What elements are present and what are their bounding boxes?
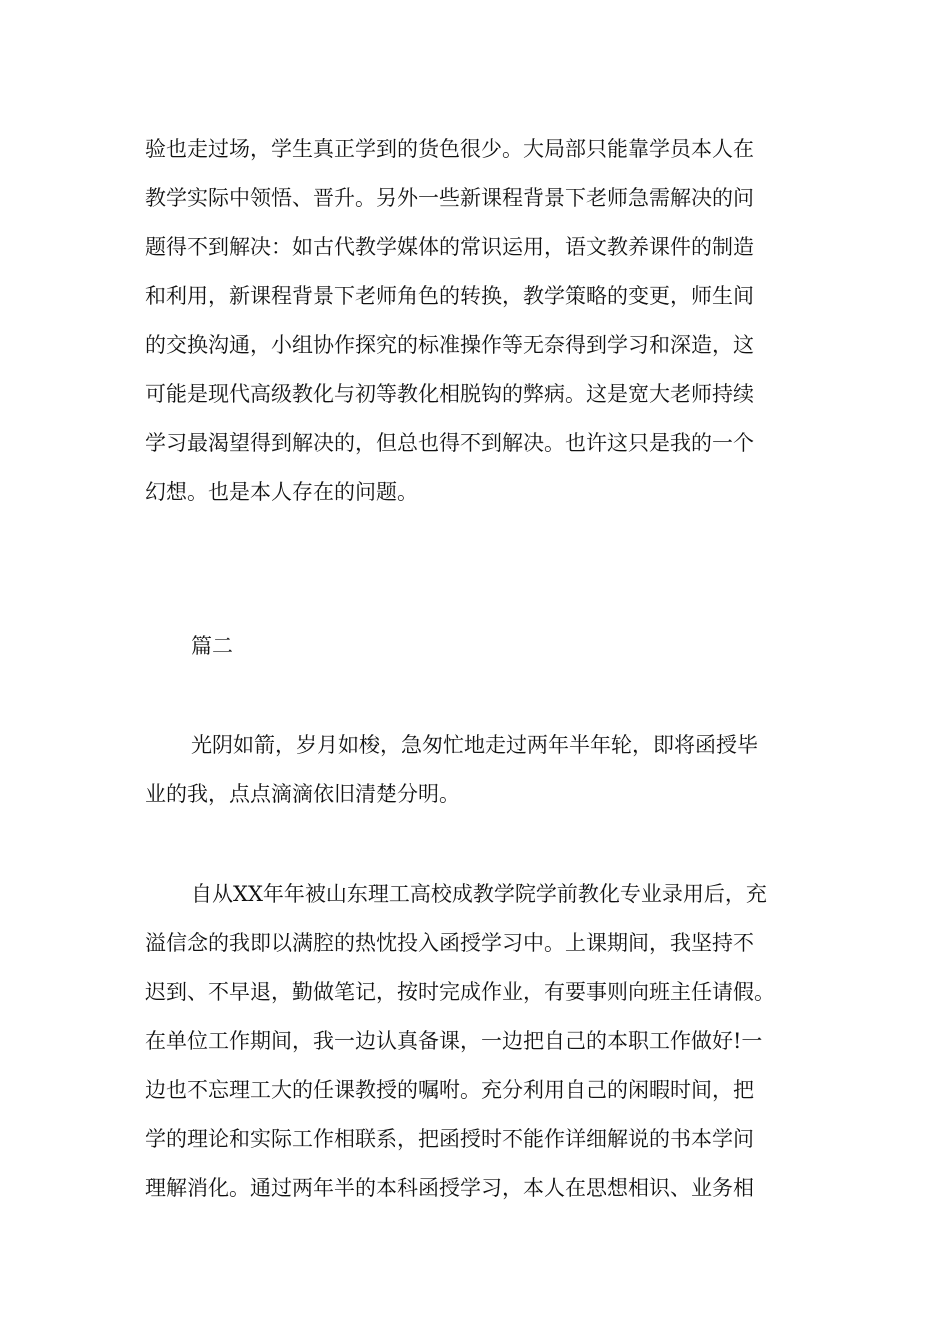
paragraph-line: 可能是现代高级教化与初等教化相脱钩的弊病。这是宽大老师持续 [145, 382, 754, 406]
paragraph-line: 理解消化。通过两年半的本科函授学习，本人在思想相识、业务相 [145, 1176, 754, 1200]
paragraph-line: 在单位工作期间，我一边认真备课，一边把自己的本职工作做好!一 [145, 1029, 763, 1053]
paragraph-line: 幻想。也是本人存在的问题。 [145, 480, 418, 504]
paragraph-line: 学习最渴望得到解决的，但总也得不到解决。也许这只是我的一个 [145, 431, 754, 455]
paragraph-line: 题得不到解决：如古代教学媒体的常识运用，语文教养课件的制造 [145, 235, 754, 259]
paragraph-line: 的交换沟通，小组协作探究的标准操作等无奈得到学习和深造，这 [145, 333, 754, 357]
paragraph-line: 光阴如箭，岁月如梭，急匆忙地走过两年半年轮，即将函授毕 [191, 733, 758, 757]
paragraph-line: 教学实际中领悟、晋升。另外一些新课程背景下老师急需解决的问 [145, 186, 754, 210]
paragraph-line: 和利用，新课程背景下老师角色的转换，教学策略的变更，师生间 [145, 284, 754, 308]
paragraph-line: 溢信念的我即以满腔的热忱投入函授学习中。上课期间，我坚持不 [145, 931, 754, 955]
paragraph-line: 验也走过场，学生真正学到的货色很少。大局部只能靠学员本人在 [145, 137, 754, 161]
paragraph-line: 业的我，点点滴滴依旧清楚分明。 [145, 782, 460, 806]
paragraph-line: 自从XX年年被山东理工高校成教学院学前教化专业录用后，充 [191, 882, 767, 906]
paragraph-line: 边也不忘理工大的任课教授的嘱咐。充分利用自己的闲暇时间，把 [145, 1078, 754, 1102]
paragraph-line: 迟到、不早退，勤做笔记，按时完成作业，有要事则向班主任请假。 [145, 980, 775, 1004]
paragraph-line: 学的理论和实际工作相联系，把函授时不能作详细解说的书本学问 [145, 1127, 754, 1151]
section-heading-text: 篇二 [191, 634, 233, 658]
